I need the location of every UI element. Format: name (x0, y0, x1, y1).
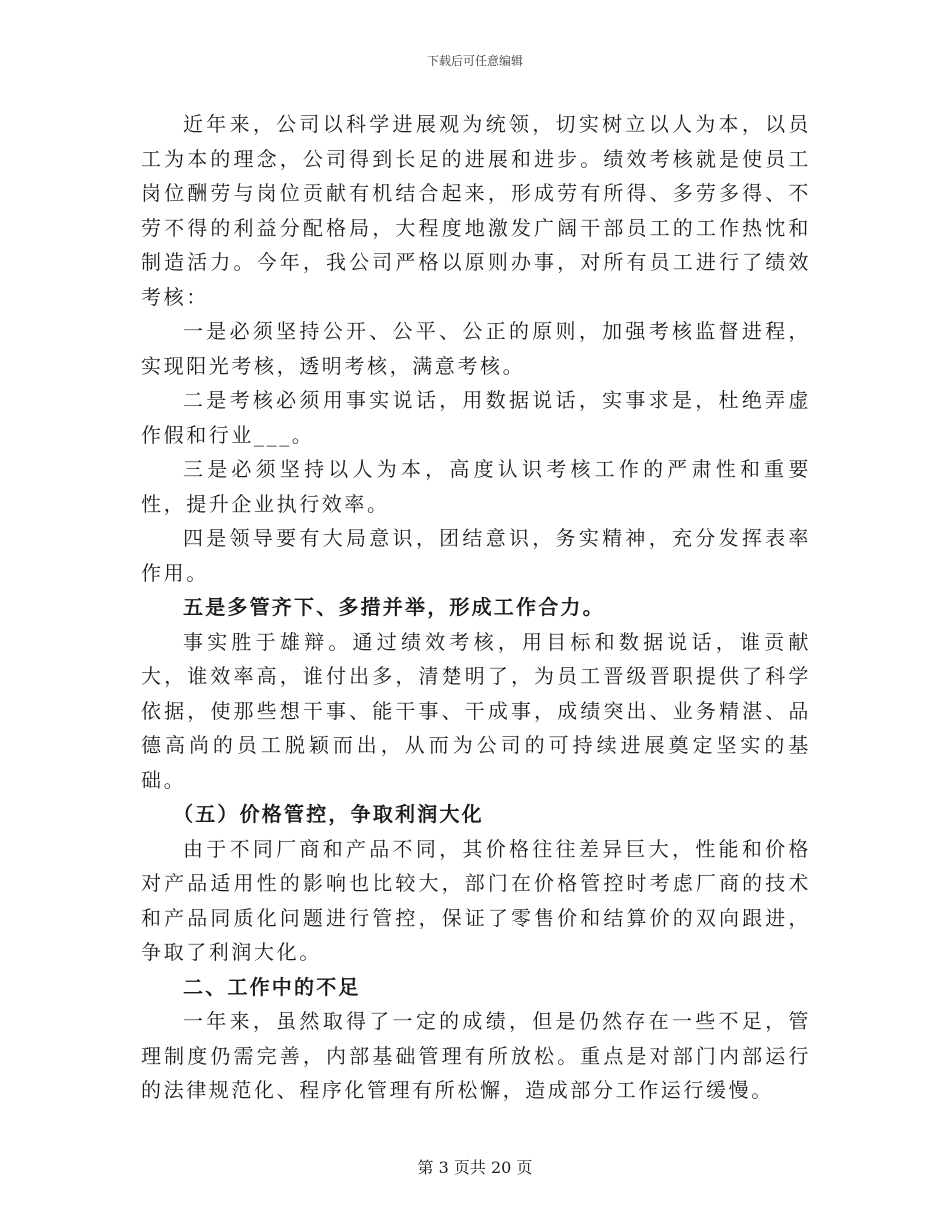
paragraph-principle-3: 三是必须坚持以人为本，高度认识考核工作的严肃性和重要性，提升企业执行效率。 (141, 457, 811, 516)
paragraph-principle-4: 四是领导要有大局意识，团结意识，务实精神，充分发挥表率作用。 (141, 526, 811, 585)
paragraph-principle-1: 一是必须坚持公开、公平、公正的原则，加强考核监督进程，实现阳光考核，透明考核，满意考核。 (141, 319, 811, 378)
paragraph-shortcomings: 一年来，虽然取得了一定的成绩，但是仍然存在一些不足，管理制度仍需完善，内部基础管理有所放松。重点是对部门内部运行的法律规范化、程序化管理有所松懈，造成部分工作运行缓慢。 (141, 1009, 811, 1102)
paragraph-price-control: 由于不同厂商和产品不同，其价格往往差异巨大，性能和价格对产品适用性的影响也比较大，部门在价格管控时考虑厂商的技术和产品同质化问题进行管控，保证了零售价和结算价的双向跟进，争取了利润大化。 (141, 836, 811, 964)
page-footer: 第 3 页共 20 页 (417, 1158, 533, 1177)
paragraph-intro: 近年来，公司以科学进展观为统领，切实树立以人为本，以员工为本的理念，公司得到长足的进展和进步。绩效考核就是使员工岗位酬劳与岗位贡献有机结合起来，形成劳有所得、多劳多得、不劳不得的利益分配格局，大程度地激发广阔干部员工的工作热忱和制造活力。今年，我公司严格以原则办事，对所有员工进行了绩效考核： (141, 112, 811, 309)
document-body (141, 107, 811, 1108)
page-header: 下载后可任意编辑 (426, 54, 523, 68)
paragraph-principle-2: 二是考核必须用事实说话，用数据说话，实事求是，杜绝弄虚作假和行业___。 (141, 388, 811, 447)
section-heading-price-control: （五）价格管控，争取利润大化 (173, 802, 484, 826)
paragraph-principle-5-heading: 五是多管齐下、多措并举，形成工作合力。 (183, 595, 605, 619)
section-heading-shortcomings: 二、工作中的不足 (183, 974, 361, 999)
paragraph-evaluation-result: 事实胜于雄辩。通过绩效考核，用目标和数据说话，谁贡献大，谁效率高，谁付出多，清楚明了，为员工晋级晋职提供了科学依据，使那些想干事、能干事、干成事，成绩突出、业务精湛、品德高尚的员工脱颖而出，从而为公司的可持续进展奠定坚实的基础。 (141, 629, 811, 792)
